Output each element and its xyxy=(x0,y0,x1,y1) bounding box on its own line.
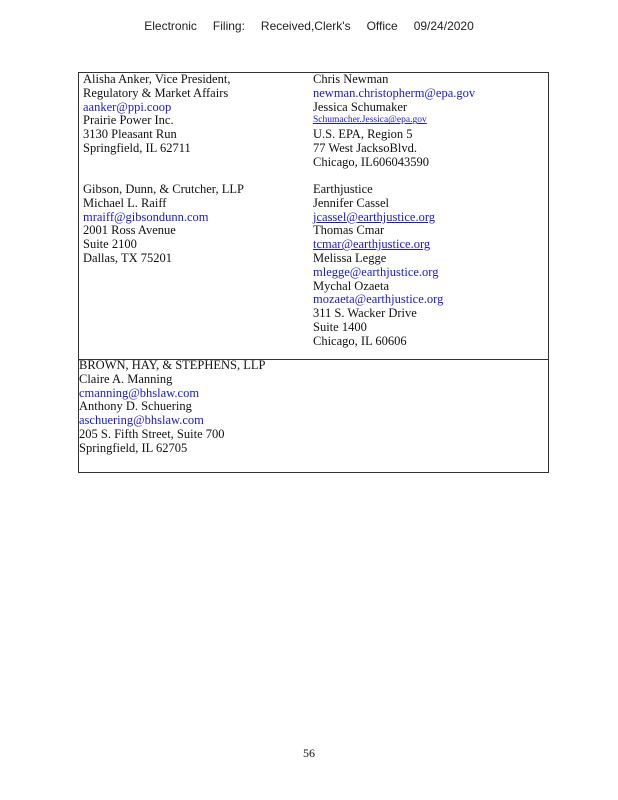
suite: Suite 2100 xyxy=(83,237,137,252)
contact-name: Alisha Anker, Vice President, xyxy=(83,72,231,86)
firm-name: Gibson, Dunn, & Crutcher, LLP xyxy=(83,182,244,196)
header-date: 09/24/2020 xyxy=(413,19,474,33)
email-link[interactable]: aschuering@bhslaw.com xyxy=(79,413,204,428)
page-number: 56 xyxy=(303,746,315,760)
contact-block-earthjustice xyxy=(313,183,443,349)
email-link[interactable]: mlegge@earthjustice.org xyxy=(313,264,439,279)
email-link[interactable]: cmanning@bhslaw.com xyxy=(79,385,200,400)
street-address: 311 S. Wacker Drive xyxy=(313,306,417,321)
contact-block-brown-hay-stephens xyxy=(79,359,266,456)
email-link[interactable]: aanker@ppi.coop xyxy=(83,99,172,114)
filing-stamp-header xyxy=(0,19,618,33)
street-address: 77 West JacksoBlvd. xyxy=(313,140,417,155)
contact-name: Mychal Ozaeta xyxy=(313,278,390,293)
email-link[interactable]: newman.christopherm@epa.gov xyxy=(313,85,476,100)
email-link[interactable]: tcmar@earthjustice.org xyxy=(313,237,431,252)
header-filing: Filing: xyxy=(212,19,245,33)
header-office: Office xyxy=(366,19,398,33)
email-link[interactable]: jcassel@earthjustice.org xyxy=(313,209,436,224)
contact-name: Chris Newman xyxy=(313,72,389,86)
contact-name: Jennifer Cassel xyxy=(313,195,390,210)
contact-name: Claire A. Manning xyxy=(79,371,173,386)
city-state-zip: Dallas, TX 75201 xyxy=(83,250,172,265)
contact-name: Melissa Legge xyxy=(313,250,387,265)
city-state-zip: Chicago, IL606043590 xyxy=(313,154,429,169)
contact-name: Anthony D. Schuering xyxy=(79,399,192,414)
email-link[interactable]: mozaeta@earthjustice.org xyxy=(313,292,444,307)
street-address: 2001 Ross Avenue xyxy=(83,223,176,238)
header-received: Received,Clerk's xyxy=(260,19,351,33)
contact-name: Jessica Schumaker xyxy=(313,99,408,114)
contact-block-prairie-power xyxy=(83,73,230,156)
contact-title: Regulatory & Market Affairs xyxy=(83,85,229,100)
organization: Earthjustice xyxy=(313,182,373,196)
organization: U.S. EPA, Region 5 xyxy=(313,127,413,142)
suite: Suite 1400 xyxy=(313,319,367,334)
city-state-zip: Springfield, IL 62705 xyxy=(79,440,188,455)
city-state-zip: Chicago, IL 60606 xyxy=(313,333,407,348)
email-link[interactable]: Schumacher.Jessica@epa.gov xyxy=(313,115,427,126)
firm-name: BROWN, HAY, & STEPHENS, LLP xyxy=(79,358,266,372)
contact-block-epa xyxy=(313,73,475,170)
organization: Prairie Power Inc. xyxy=(83,113,174,128)
email-link[interactable]: mraiff@gibsondunn.com xyxy=(83,209,209,224)
header-electronic: Electronic xyxy=(144,19,197,33)
city-state-zip: Springfield, IL 62711 xyxy=(83,140,191,155)
contact-name: Michael L. Raiff xyxy=(83,195,167,210)
street-address: 205 S. Fifth Street, Suite 700 xyxy=(79,426,225,441)
contact-name: Thomas Cmar xyxy=(313,223,385,238)
contact-block-gibson-dunn xyxy=(83,183,244,266)
street-address: 3130 Pleasant Run xyxy=(83,127,177,142)
